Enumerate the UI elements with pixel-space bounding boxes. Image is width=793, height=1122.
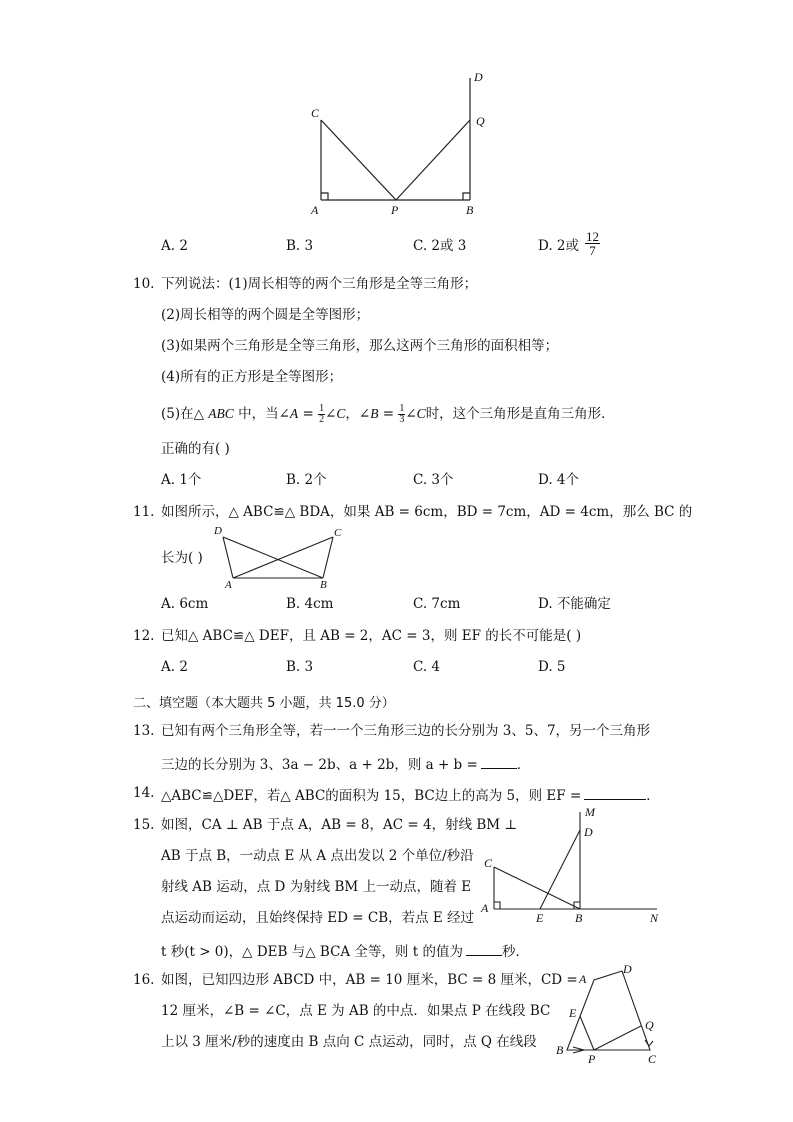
q10-option-c[interactable]: C. 3个 xyxy=(413,472,454,488)
fig15-label-c: C xyxy=(484,856,493,870)
q11-option-a[interactable]: A. 6cm xyxy=(161,596,209,612)
q10-line3: (3)如果两个三角形是全等三角形，那么这两个三角形的面积相等； xyxy=(161,338,559,354)
fig9-label-p: P xyxy=(391,203,399,217)
fig15-label-b: B xyxy=(575,911,583,925)
fig9-label-q: Q xyxy=(476,114,485,128)
q12-line1: 已知△ ABC≌△ DEF，且 AB = 2，AC = 3，则 EF 的长不可能是( ) xyxy=(161,628,582,644)
q14-line1: △ABC≌△DEF，若△ ABC的面积为 15，BC边上的高为 5，则 EF = ． xyxy=(161,788,660,804)
fig15-label-m: M xyxy=(585,805,595,819)
q14-number: 14. xyxy=(133,785,155,801)
q15-line4: 点运动而运动，且始终保持 ED = CB，若点 E 经过 xyxy=(161,910,475,926)
q10-option-a[interactable]: A. 1个 xyxy=(161,472,202,488)
fig16-label-a: A xyxy=(579,972,587,986)
fig9-label-c: C xyxy=(311,106,320,120)
q9-option-a[interactable]: A. 2 xyxy=(161,238,188,254)
q11-option-c[interactable]: C. 7cm xyxy=(413,596,461,612)
fig16-label-e: E xyxy=(569,1006,577,1020)
fig16-label-q: Q xyxy=(645,1018,654,1032)
q15-number: 15. xyxy=(133,817,155,833)
q10-line2: (2)周长相等的两个圆是全等图形； xyxy=(161,307,370,323)
q16-line3: 上以 3 厘米/秒的速度由 B 点向 C 点运动，同时，点 Q 在线段 xyxy=(161,1034,537,1050)
fig9-label-a: A xyxy=(311,203,319,217)
q15-line1: 如图，CA ⊥ AB 于点 A，AB = 8，AC = 4，射线 BM ⊥ xyxy=(161,817,518,833)
q11-option-d[interactable]: D. 不能确定 xyxy=(538,596,611,612)
q16-line2: 12 厘米，∠B = ∠C，点 E 为 AB 的中点．如果点 P 在线段 BC xyxy=(161,1003,551,1019)
q10-fraction-half: $\frac{1}{2}$ xyxy=(319,403,325,425)
fig9-label-b: B xyxy=(466,203,474,217)
q11-option-b[interactable]: B. 4cm xyxy=(286,596,334,612)
q10-fraction-third: $\frac{1}{3}$ xyxy=(399,403,405,425)
fig15-label-a: A xyxy=(481,901,489,915)
fig16-label-c: C xyxy=(648,1052,657,1066)
fig11-label-d: D xyxy=(214,525,222,537)
q10-number: 10. xyxy=(133,276,155,292)
q10-line4: (4)所有的正方形是全等图形； xyxy=(161,369,343,385)
fig15-label-n: N xyxy=(650,911,659,925)
q12-number: 12. xyxy=(133,628,155,644)
q9-option-c[interactable]: C. 2或 3 xyxy=(413,238,467,254)
q12-option-a[interactable]: A. 2 xyxy=(161,659,188,675)
fig16-label-b: B xyxy=(556,1043,564,1057)
q11-line2: 长为( ) xyxy=(161,550,203,566)
fig11-label-b: B xyxy=(320,579,327,591)
q11-line1: 如图所示，△ ABC≌△ BDA，如果 AB = 6cm，BD = 7cm，AD = 4cm，那么 BC 的 xyxy=(161,504,693,520)
q12-option-c[interactable]: C. 4 xyxy=(413,659,441,675)
q10-line1: 下列说法：(1)周长相等的两个三角形是全等三角形； xyxy=(161,276,478,292)
q13-line2: 三边的长分别为 3、3a − 2b、a + 2b，则 a + b = ． xyxy=(161,757,531,773)
q16-line1: 如图，已知四边形 ABCD 中，AB = 10 厘米，BC = 8 厘米，CD = xyxy=(161,972,578,988)
q10-line6: 正确的有( ) xyxy=(161,441,230,457)
q12-option-b[interactable]: B. 3 xyxy=(286,659,314,675)
q9-option-b[interactable]: B. 3 xyxy=(286,238,314,254)
q15-line2: AB 于点 B，一动点 E 从 A 点出发以 2 个单位/秒沿 xyxy=(161,848,474,864)
q15-line5: t 秒(t > 0)，△ DEB 与△ BCA 全等，则 t 的值为 秒． xyxy=(161,944,529,960)
fig11-label-a: A xyxy=(225,579,232,591)
fig15-label-d: D xyxy=(584,825,593,839)
q13-number: 13. xyxy=(133,723,155,739)
q9-option-d-fraction: $\frac{12}{7}$ xyxy=(586,229,599,258)
fig15-label-e: E xyxy=(536,911,544,925)
section-title-fill-blank: 二、填空题（本大题共 5 小题，共 15.0 分） xyxy=(133,696,395,711)
q12-option-d[interactable]: D. 5 xyxy=(538,659,566,675)
fig16-label-d: D xyxy=(623,962,632,976)
q11-number: 11. xyxy=(133,504,155,520)
fig16-label-p: P xyxy=(588,1052,596,1066)
q10-option-d[interactable]: D. 4个 xyxy=(538,472,580,488)
q16-number: 16. xyxy=(133,972,155,988)
q10-option-b[interactable]: B. 2个 xyxy=(286,472,327,488)
q15-line3: 射线 AB 运动，点 D 为射线 BM 上一动点，随着 E xyxy=(161,879,472,895)
fig11-label-c: C xyxy=(334,527,342,539)
q10-line5: (5)在△ ABC 中，当∠A = $\frac{1}{2}$ ∠C，∠B = $\frac{1}{3}$ ∠C时，这个三角形是直角三角形． xyxy=(161,403,615,425)
q13-line1: 已知有两个三角形全等，若一一个三角形三边的长分别为 3、5、7，另一个三角形 xyxy=(161,723,651,739)
q9-option-d[interactable]: D. 2或 xyxy=(538,238,580,254)
fig9-label-d: D xyxy=(474,70,483,84)
